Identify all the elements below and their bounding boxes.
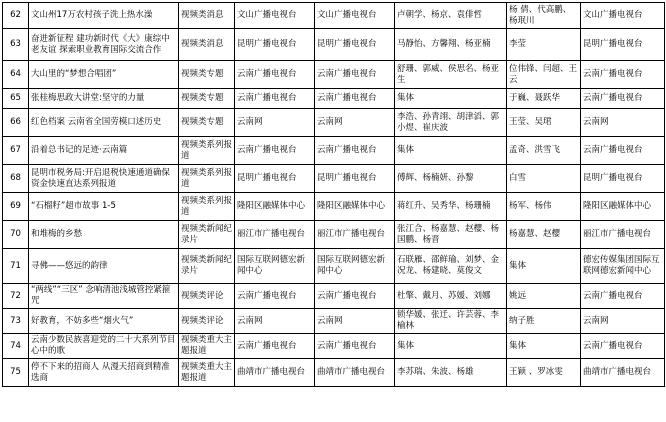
table-row — [3, 109, 665, 137]
editors-cell: 位伟锋、闫超、王云 — [507, 61, 581, 89]
work-title-cell: 云南少数民族喜迎党的二十大系列节目心中的歌 — [29, 334, 179, 359]
publishing-unit-cell: 曲靖市广播电视台 — [315, 359, 395, 387]
authors-cell: 集体 — [395, 334, 507, 359]
authors-cell: 李苏瑞、朱波、杨雄 — [395, 359, 507, 387]
authors-cell: 集体 — [395, 137, 507, 165]
editors-cell: 集体 — [507, 334, 581, 359]
work-category-cell: 视频类新闻纪录片 — [179, 249, 235, 284]
work-title-cell: 和堆梅的乡愁 — [29, 221, 179, 249]
producing-unit-cell: 云南广播电视台 — [235, 284, 315, 309]
work-category-cell: 视频类专题 — [179, 89, 235, 109]
authors-cell: 傅辉、杨楠妍、孙黎 — [395, 165, 507, 193]
table-row — [3, 309, 665, 334]
row-number-cell: 63 — [3, 29, 29, 61]
publishing-unit-cell: 文山广播电视台 — [315, 3, 395, 29]
publishing-unit-cell: 云南广播电视台 — [315, 334, 395, 359]
row-number-cell: 62 — [3, 3, 29, 29]
producing-unit-cell: 云南广播电视台 — [235, 137, 315, 165]
authors-cell: 舒珊、郭威、侯思名、杨亚生 — [395, 61, 507, 89]
recommending-unit-cell: 丽江市广播电视台 — [581, 221, 665, 249]
table-row — [3, 334, 665, 359]
publishing-unit-cell: 云南广播电视台 — [315, 61, 395, 89]
recommending-unit-cell: 云南广播电视台 — [581, 61, 665, 89]
work-title-cell: 红色档案 云南省全国劳模口述历史 — [29, 109, 179, 137]
authors-cell: 马静怡、方馨翔、杨亚楠 — [395, 29, 507, 61]
work-category-cell: 视频类专题 — [179, 61, 235, 89]
table-row — [3, 249, 665, 284]
row-number-cell: 67 — [3, 137, 29, 165]
recommending-unit-cell: 云南广播电视台 — [581, 334, 665, 359]
work-title-cell: 寻佛——悠远的韵律 — [29, 249, 179, 284]
producing-unit-cell: 文山广播电视台 — [235, 3, 315, 29]
work-category-cell: 视频类系列报道 — [179, 137, 235, 165]
work-category-cell: 视频类重大主题报道 — [179, 334, 235, 359]
row-number-cell: 64 — [3, 61, 29, 89]
table-row — [3, 3, 665, 29]
table-row — [3, 284, 665, 309]
authors-cell: 蒋红升、吴秀华、杨珊楠 — [395, 193, 507, 221]
editors-cell: 纳子胜 — [507, 309, 581, 334]
table-row — [3, 221, 665, 249]
editors-cell: 孟奇、洪雪飞 — [507, 137, 581, 165]
editors-cell: 王颖 、罗冰雯 — [507, 359, 581, 387]
recommending-unit-cell: 云南广播电视台 — [581, 137, 665, 165]
row-number-cell: 69 — [3, 193, 29, 221]
work-title-cell: 大山里的“梦想合唱团” — [29, 61, 179, 89]
publishing-unit-cell: 云南网 — [315, 109, 395, 137]
work-title-cell: “石榴籽”超市故事 1-5 — [29, 193, 179, 221]
authors-cell: 张江合、杨嘉慧、赵樱、杨国鹏、杨晋 — [395, 221, 507, 249]
work-title-cell: 文山州17万农村孩子洗上热水澡 — [29, 3, 179, 29]
publishing-unit-cell: 昆明广播电视台 — [315, 29, 395, 61]
work-title-cell: 奋进新征程 建功新时代《大》康综中老友谊 探索职业教育国际交流合作 — [29, 29, 179, 61]
table-row — [3, 165, 665, 193]
recommending-unit-cell: 昆明广播电视台 — [581, 165, 665, 193]
work-title-cell: 沿着总书记的足迹·云南篇 — [29, 137, 179, 165]
producing-unit-cell: 云南广播电视台 — [235, 334, 315, 359]
recommending-unit-cell: 云南广播电视台 — [581, 89, 665, 109]
row-number-cell: 66 — [3, 109, 29, 137]
editors-cell: 杨嘉慧、赵樱 — [507, 221, 581, 249]
editors-cell: 李莹 — [507, 29, 581, 61]
producing-unit-cell: 曲靖市广播电视台 — [235, 359, 315, 387]
producing-unit-cell: 云南广播电视台 — [235, 89, 315, 109]
editors-cell: 于巍、聂跃华 — [507, 89, 581, 109]
table-row — [3, 89, 665, 109]
row-number-cell: 72 — [3, 284, 29, 309]
editors-cell: 姚远 — [507, 284, 581, 309]
publishing-unit-cell: 昆明广播电视台 — [315, 165, 395, 193]
recommending-unit-cell: 曲靖市广播电视台 — [581, 359, 665, 387]
producing-unit-cell: 云南网 — [235, 309, 315, 334]
producing-unit-cell: 云南网 — [235, 109, 315, 137]
publishing-unit-cell: 云南网 — [315, 309, 395, 334]
recommending-unit-cell: 文山广播电视台 — [581, 3, 665, 29]
work-title-cell: 昆明市税务局:开启退税快速通道确保资金快速直达系列报道 — [29, 165, 179, 193]
producing-unit-cell: 昆明广播电视台 — [235, 165, 315, 193]
work-category-cell: 视频类系列报道 — [179, 165, 235, 193]
authors-cell: 石联雁、邵鲜瑜、刘梦、金况龙、杨建晓、莫俊文 — [395, 249, 507, 284]
table-row — [3, 137, 665, 165]
recommending-unit-cell: 德宏传媒集团国际互联网德宏新闻中心 — [581, 249, 665, 284]
producing-unit-cell: 国际互联网德宏新闻中心 — [235, 249, 315, 284]
recommending-unit-cell: 云南网 — [581, 109, 665, 137]
table-row — [3, 193, 665, 221]
publishing-unit-cell: 国际互联网德宏新闻中心 — [315, 249, 395, 284]
table-row — [3, 359, 665, 387]
work-category-cell: 视频类重大主题报道 — [179, 359, 235, 387]
producing-unit-cell: 隆阳区融媒体中心 — [235, 193, 315, 221]
work-category-cell: 视频类评论 — [179, 284, 235, 309]
authors-cell: 杜擎、戴月、苏媛、刘娜 — [395, 284, 507, 309]
producing-unit-cell: 云南广播电视台 — [235, 61, 315, 89]
row-number-cell: 73 — [3, 309, 29, 334]
work-category-cell: 视频类新闻纪录片 — [179, 221, 235, 249]
row-number-cell: 68 — [3, 165, 29, 193]
authors-cell: 李浩、孙青翊、胡津滔、郭小煜、崔庆波 — [395, 109, 507, 137]
work-title-cell: “两线”“三区” 念响清池浅城管控紧箍咒 — [29, 284, 179, 309]
recommending-unit-cell: 云南网 — [581, 309, 665, 334]
work-category-cell: 视频类评论 — [179, 309, 235, 334]
editors-cell: 白雪 — [507, 165, 581, 193]
producing-unit-cell: 丽江市广播电视台 — [235, 221, 315, 249]
authors-cell: 卢朝学、杨京、袁俳哲 — [395, 3, 507, 29]
recommending-unit-cell: 云南广播电视台 — [581, 284, 665, 309]
publishing-unit-cell: 云南广播电视台 — [315, 284, 395, 309]
authors-cell: 锁华媛、张迁、许芸蓉、李榆林 — [395, 309, 507, 334]
producing-unit-cell: 昆明广播电视台 — [235, 29, 315, 61]
recommending-unit-cell: 隆阳区融媒体中心 — [581, 193, 665, 221]
recommending-unit-cell: 昆明广播电视台 — [581, 29, 665, 61]
work-title-cell: 好教育，不妨多些“烟火气” — [29, 309, 179, 334]
work-category-cell: 视频类消息 — [179, 3, 235, 29]
editors-cell: 集体 — [507, 249, 581, 284]
publishing-unit-cell: 丽江市广播电视台 — [315, 221, 395, 249]
award-list-sheet — [2, 2, 665, 387]
award-table-body — [3, 3, 665, 387]
publishing-unit-cell: 云南广播电视台 — [315, 137, 395, 165]
authors-cell: 集体 — [395, 89, 507, 109]
row-number-cell: 71 — [3, 249, 29, 284]
work-title-cell: 停不下来的招商人 从漫天招商到精准选商 — [29, 359, 179, 387]
publishing-unit-cell: 隆阳区融媒体中心 — [315, 193, 395, 221]
row-number-cell: 74 — [3, 334, 29, 359]
table-row — [3, 29, 665, 61]
table-row — [3, 61, 665, 89]
row-number-cell: 65 — [3, 89, 29, 109]
award-table — [2, 2, 665, 387]
row-number-cell: 75 — [3, 359, 29, 387]
editors-cell: 王莹、吴珺 — [507, 109, 581, 137]
row-number-cell: 70 — [3, 221, 29, 249]
editors-cell: 杨 倩、代高鹏、杨珉川 — [507, 3, 581, 29]
work-title-cell: 张桂梅思政大讲堂:坚守的力量 — [29, 89, 179, 109]
work-category-cell: 视频类系列报道 — [179, 193, 235, 221]
work-category-cell: 视频类专题 — [179, 109, 235, 137]
editors-cell: 杨军、杨伟 — [507, 193, 581, 221]
publishing-unit-cell: 云南广播电视台 — [315, 89, 395, 109]
work-category-cell: 视频类消息 — [179, 29, 235, 61]
